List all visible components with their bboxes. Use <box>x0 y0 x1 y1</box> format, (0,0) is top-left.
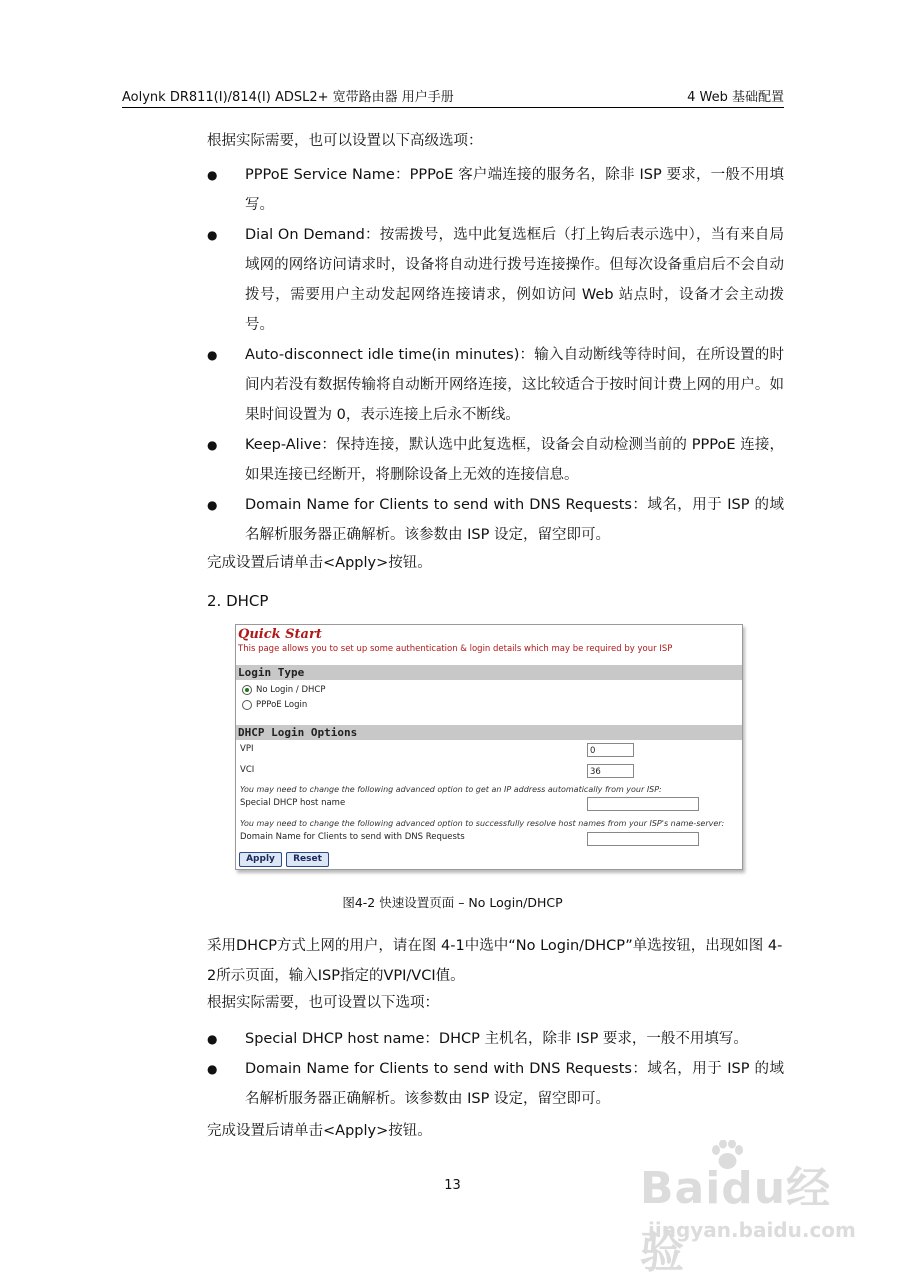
list-item <box>207 490 784 550</box>
vci-label: VCI <box>240 765 255 775</box>
header-title: Aolynk DR811(I)/814(I) ADSL2+ 宽带路由器 用户手册 <box>122 90 454 105</box>
apply-note-2: 完成设置后请单击<Apply>按钮。 <box>207 1123 432 1139</box>
apply-note: 完成设置后请单击<Apply>按钮。 <box>207 555 432 571</box>
dhcp-paragraph: 采用DHCP方式上网的用户，请在图 4-1中选中“No Login/DHCP”单选按钮，出现如图 4-2所示页面，输入ISP指定的VPI/VCI值。 <box>207 938 783 984</box>
quick-start-screenshot <box>235 624 743 870</box>
apply-button[interactable]: Apply <box>239 852 282 867</box>
watermark-logo: Baidu经验 <box>640 1163 832 1278</box>
bullet-dot-icon: ● <box>207 438 218 452</box>
list-item-text: Keep-Alive：保持连接，默认选中此复选框，设备会自动检测当前的 PPPoE 连接，如果连接已经断开，将删除设备上无效的连接信息。 <box>245 437 784 483</box>
bullet-dot-icon: ● <box>207 348 218 362</box>
watermark-url: jingyan.baidu.com <box>648 1218 856 1242</box>
intro-paragraph: 根据实际需要，也可以设置以下高级选项： <box>207 133 483 149</box>
quick-start-description: This page allows you to set up some authentication & login details which may be required by your ISP <box>238 644 673 654</box>
list-item <box>207 340 784 430</box>
bullet-dot-icon: ● <box>207 168 218 182</box>
dhcp-options-header: DHCP Login Options <box>236 725 742 740</box>
header-chapter: 4 Web 基础配置 <box>687 90 784 105</box>
dhcp-host-input[interactable] <box>587 797 699 811</box>
bullet-dot-icon: ● <box>207 228 218 242</box>
radio-pppoe-login[interactable] <box>242 700 307 710</box>
list-item-text: Domain Name for Clients to send with DNS Requests：域名，用于 ISP 的域名解析服务器正确解析。该参数由 ISP 设定，留空即可。 <box>245 1061 784 1107</box>
dns-advanced-note: You may need to change the following advanced option to successfully resolve host names from your ISP's name-server: <box>240 819 725 828</box>
baidu-watermark <box>640 1140 856 1278</box>
vpi-input[interactable]: 0 <box>587 743 634 757</box>
list-item-text: Special DHCP host name：DHCP 主机名，除非 ISP 要求，一般不用填写。 <box>245 1031 748 1047</box>
list-item-text: Domain Name for Clients to send with DNS Requests：域名，用于 ISP 的域名解析服务器正确解析。该参数由 ISP 设定，留空即可。 <box>245 497 784 543</box>
page-number: 13 <box>444 1178 461 1193</box>
bullet-dot-icon: ● <box>207 1032 218 1046</box>
list-item-text: Auto-disconnect idle time(in minutes)：输入自动断线等待时间，在所设置的时间内若没有数据传输将自动断开网络连接，这比较适合于按时间计费上网的用户。如果时间设置为 0，表示连接上后永不断线。 <box>245 347 784 423</box>
list-item-text: Dial On Demand：按需拨号，选中此复选框后（打上钩后表示选中），当有来自局域网的网络访问请求时，设备将自动进行拨号连接操作。但每次设备重启后不会自动拨号，需要用户主动发起网络连接请求，例如访问 Web 站点时，设备才会主动拨号。 <box>245 227 784 333</box>
figure-caption: 图4-2 快速设置页面 – No Login/DHCP <box>342 895 563 910</box>
dhcp-options-list <box>207 1024 784 1114</box>
reset-button[interactable]: Reset <box>286 852 329 867</box>
list-item <box>207 1024 784 1054</box>
bullet-dot-icon: ● <box>207 1062 218 1076</box>
ip-advanced-note: You may need to change the following advanced option to get an IP address automatically from your ISP: <box>240 785 662 794</box>
login-type-header: Login Type <box>236 665 742 680</box>
radio-no-login[interactable] <box>242 685 325 695</box>
advanced-options-list <box>207 160 784 550</box>
domain-name-label: Domain Name for Clients to send with DNS Requests <box>240 832 465 842</box>
vci-input[interactable]: 36 <box>587 764 634 778</box>
bullet-dot-icon: ● <box>207 498 218 512</box>
list-item <box>207 1054 784 1114</box>
list-item <box>207 160 784 220</box>
list-item <box>207 220 784 340</box>
options-intro: 根据实际需要，也可设置以下选项： <box>207 995 439 1011</box>
domain-name-input[interactable] <box>587 832 699 846</box>
section-heading: 2. DHCP <box>207 592 269 610</box>
list-item-text: PPPoE Service Name：PPPoE 客户端连接的服务名，除非 ISP 要求，一般不用填写。 <box>245 167 784 213</box>
radio-label: No Login / DHCP <box>256 685 326 695</box>
radio-label: PPPoE Login <box>256 700 308 710</box>
header-rule <box>122 107 784 108</box>
vpi-label: VPI <box>240 744 254 754</box>
dhcp-host-label: Special DHCP host name <box>240 798 346 808</box>
radio-selected-icon[interactable] <box>242 685 252 695</box>
list-item <box>207 430 784 490</box>
quick-start-title: Quick Start <box>238 627 322 642</box>
radio-unselected-icon[interactable] <box>242 700 252 710</box>
